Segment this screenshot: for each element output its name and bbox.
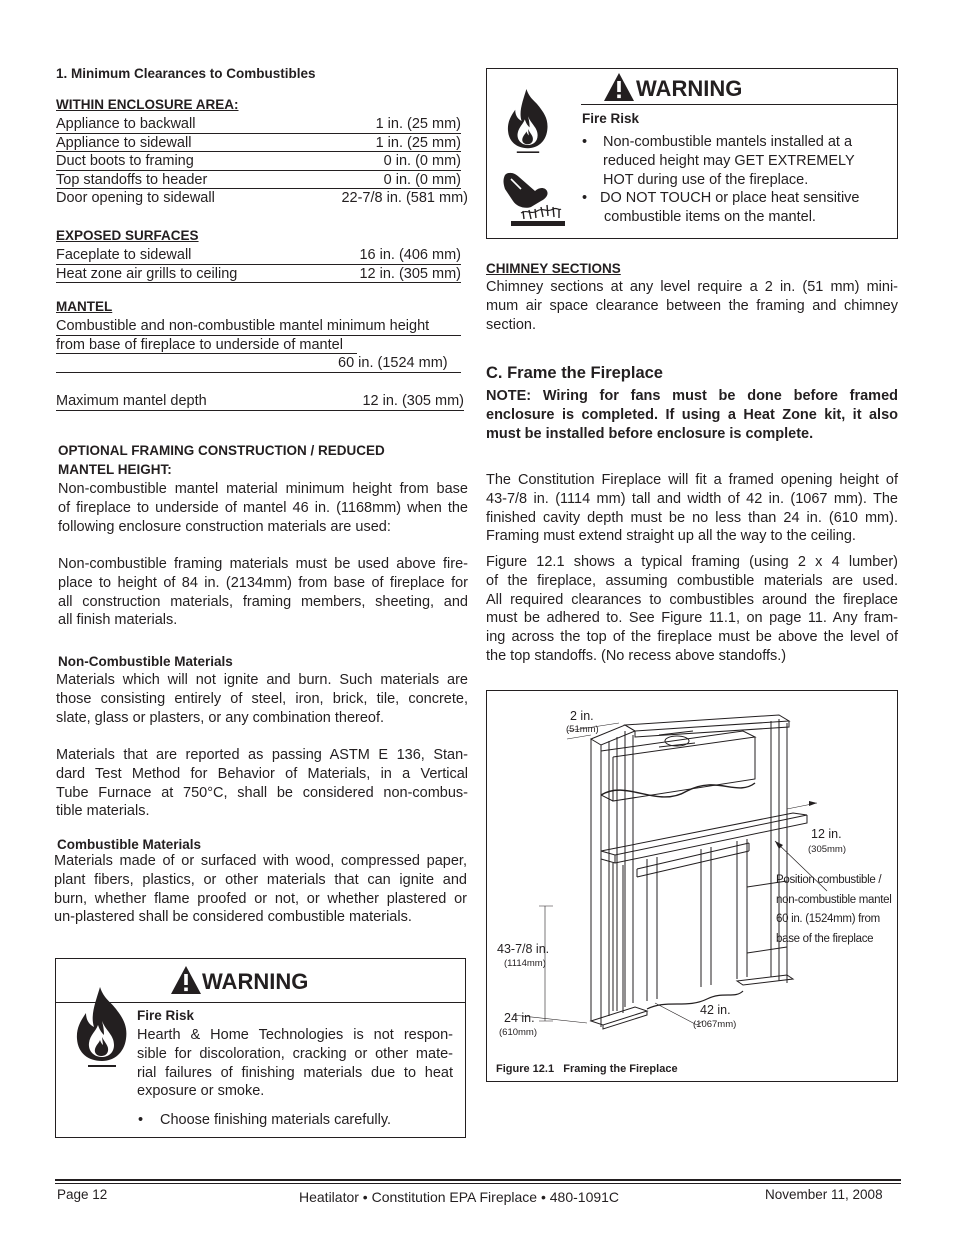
noncombustible-paragraph-1: Materials which will not ignite and burn. Such materials are those consisting entirely of steel, iron, brick, tile, concrete, slate, glass or plasters, or any combination thereof. <box>56 672 468 726</box>
label-305mm: (305mm) <box>808 844 847 855</box>
page-number: Page 12 <box>57 1187 108 1202</box>
figure-box <box>486 690 898 1082</box>
frame-heading: C. Frame the Fireplace <box>486 364 663 382</box>
warning-title: WARNING <box>636 76 743 101</box>
noncombustible-heading: Non-Combustible Materials <box>58 654 233 669</box>
combustible-paragraph: Materials made of or surfaced with wood, compressed paper, plant fibers, plastics, or other materials that can ignite and burn, whether flame proofed or not, or whether plastered or un-plastered shall be considered combustible materials. <box>54 853 467 926</box>
label-1067mm: (1067mm) <box>693 1019 737 1030</box>
label-12-in: 12 in. <box>811 827 842 841</box>
frame-paragraph-1: The Constitution Fireplace will fit a framed opening height of 43-7/8 in. (1114 mm) tall and width of 42 in. (1067 mm). The finished cavity depth must be no less than 24 in. (610 mm). Framing must extend straight up all the way to the ceiling. <box>486 472 898 545</box>
warning-title: WARNING <box>202 969 309 994</box>
row-label: Heat zone air grills to ceiling <box>56 265 238 282</box>
row-value: 0 in. (0 mm) <box>383 171 461 188</box>
label-51mm: (51mm) <box>566 724 599 735</box>
noncombustible-paragraph-2: Materials that are reported as passing ASTM E 136, Stan- dard Test Method for Behavior of Materials, in a Vertical Tube Furnace at 750°C, shall be considered non-combus- tible materials. <box>56 747 468 820</box>
optional-heading: OPTIONAL FRAMING CONSTRUCTION / REDUCED <box>58 443 385 458</box>
warning-subtitle: Fire Risk <box>582 111 640 126</box>
mantel-heading: MANTEL <box>56 299 113 314</box>
table-row <box>56 134 461 153</box>
row-value: 22-7/8 in. (581 mm) <box>341 190 468 207</box>
table-row <box>56 115 461 134</box>
figure-caption: Figure 12.1 Framing the Fireplace <box>496 1063 678 1075</box>
row-value: 0 in. (0 mm) <box>383 153 461 170</box>
bullet: • <box>582 134 588 150</box>
flame-icon <box>504 81 552 161</box>
row-label: Door opening to sidewall <box>56 190 215 207</box>
warning-bullet-1: Non-combustible mantels installed at a reduced height may GET EXTREMELY HOT during use of the fireplace. <box>603 134 855 188</box>
row-label: Top standoffs to header <box>56 171 208 188</box>
footer-rule <box>55 1179 901 1181</box>
label-24-in: 24 in. <box>504 1011 535 1025</box>
row-value: 12 in. (305 mm) <box>359 265 461 282</box>
bullet: • <box>138 1112 144 1128</box>
section-title: 1. Minimum Clearances to Combustibles <box>56 66 316 81</box>
warning-bullet-2: DO NOT TOUCH or place heat sensitive combustible items on the mantel. <box>600 190 860 225</box>
warning-triangle-icon <box>603 72 635 102</box>
row-label: Duct boots to framing <box>56 153 194 170</box>
footer-title: Heatilator • Constitution EPA Fireplace • 480-1091C <box>299 1189 620 1205</box>
table-row <box>56 189 468 208</box>
row-value: 1 in. (25 mm) <box>375 116 461 132</box>
label-610mm: (610mm) <box>499 1027 538 1038</box>
flame-icon <box>72 985 132 1069</box>
table-row <box>56 152 461 171</box>
label-42-in: 42 in. <box>700 1003 731 1017</box>
divider <box>581 104 897 105</box>
optional-paragraph-2: Non-combustible framing materials must be used above fire- place to height of 84 in. (2134mm) from base of fireplace for all construction materials, framing members, sheeting, and all finish materials. <box>58 556 468 629</box>
table-row <box>56 171 461 190</box>
row-label: Appliance to backwall <box>56 116 196 132</box>
footer-rule-thin <box>55 1183 901 1184</box>
mantel-line-2: from base of fireplace to underside of mantel <box>56 336 357 355</box>
mantel-position-note: Position combustible / non-combustible mantel 60 in. (1524mm) from base of the fireplace <box>776 874 892 945</box>
mantel-height-value: 60 in. (1524 mm) <box>338 355 448 371</box>
table-row <box>56 246 461 265</box>
warning-triangle-icon <box>170 965 202 995</box>
within-heading: WITHIN ENCLOSURE AREA: <box>56 97 239 112</box>
warning-subtitle: Fire Risk <box>137 1008 195 1023</box>
mantel-line-1: Combustible and non-combustible mantel minimum height <box>56 317 461 336</box>
frame-paragraph-2: Figure 12.1 shows a typical framing (using 2 x 4 lumber) of the fireplace, assuming combustible materials are used. All required clearances to combustibles around the fireplace must be adhered to. See Figure 11.1, on page 11. Any fram- ing across the top of the fireplace must be above the level of the top standoffs. (No recess above standoffs.) <box>486 554 898 664</box>
label-43-7-8-in: 43-7/8 in. <box>497 942 550 956</box>
divider <box>56 372 461 373</box>
hot-hand-icon <box>501 169 567 231</box>
warning-body: Hearth & Home Technologies is not respon- sible for discoloration, cracking or other mate- rial failures of finishing materials due to heat exposure or smoke. <box>137 1027 453 1100</box>
frame-note: NOTE: Wiring for fans must be done before framed enclosure is completed. If using a Heat Zone kit, it also must be installed before enclosure is complete. <box>486 388 898 442</box>
footer-date: November 11, 2008 <box>765 1187 883 1202</box>
label-2-in: 2 in. <box>570 709 594 723</box>
optional-heading-2: MANTEL HEIGHT: <box>58 462 172 477</box>
chimney-heading: CHIMNEY SECTIONS <box>486 261 621 276</box>
row-label: Appliance to sidewall <box>56 134 192 151</box>
optional-paragraph-1: Non-combustible mantel material minimum height from base of fireplace to underside of mantel 46 in. (1168mm) when the following enclosure construction materials are used: <box>58 481 468 535</box>
mantel-depth-row: Maximum mantel depth 12 in. (305 mm) <box>56 393 464 409</box>
table-row <box>56 265 461 284</box>
row-value: 1 in. (25 mm) <box>375 134 461 151</box>
combustible-heading: Combustible Materials <box>57 837 202 852</box>
warning-bullet-text: Choose finishing materials carefully. <box>160 1112 392 1128</box>
row-value: 16 in. (406 mm) <box>359 247 461 263</box>
chimney-paragraph: Chimney sections at any level require a 2 in. (51 mm) mini- mum air space clearance between the framing and chimney section. <box>486 279 898 333</box>
warning-box-right <box>486 68 898 239</box>
bullet: • <box>582 190 588 206</box>
row-label: Faceplate to sidewall <box>56 247 192 263</box>
warning-box-left <box>55 958 466 1138</box>
label-1114mm: (1114mm) <box>504 958 546 969</box>
exposed-heading: EXPOSED SURFACES <box>56 228 199 243</box>
